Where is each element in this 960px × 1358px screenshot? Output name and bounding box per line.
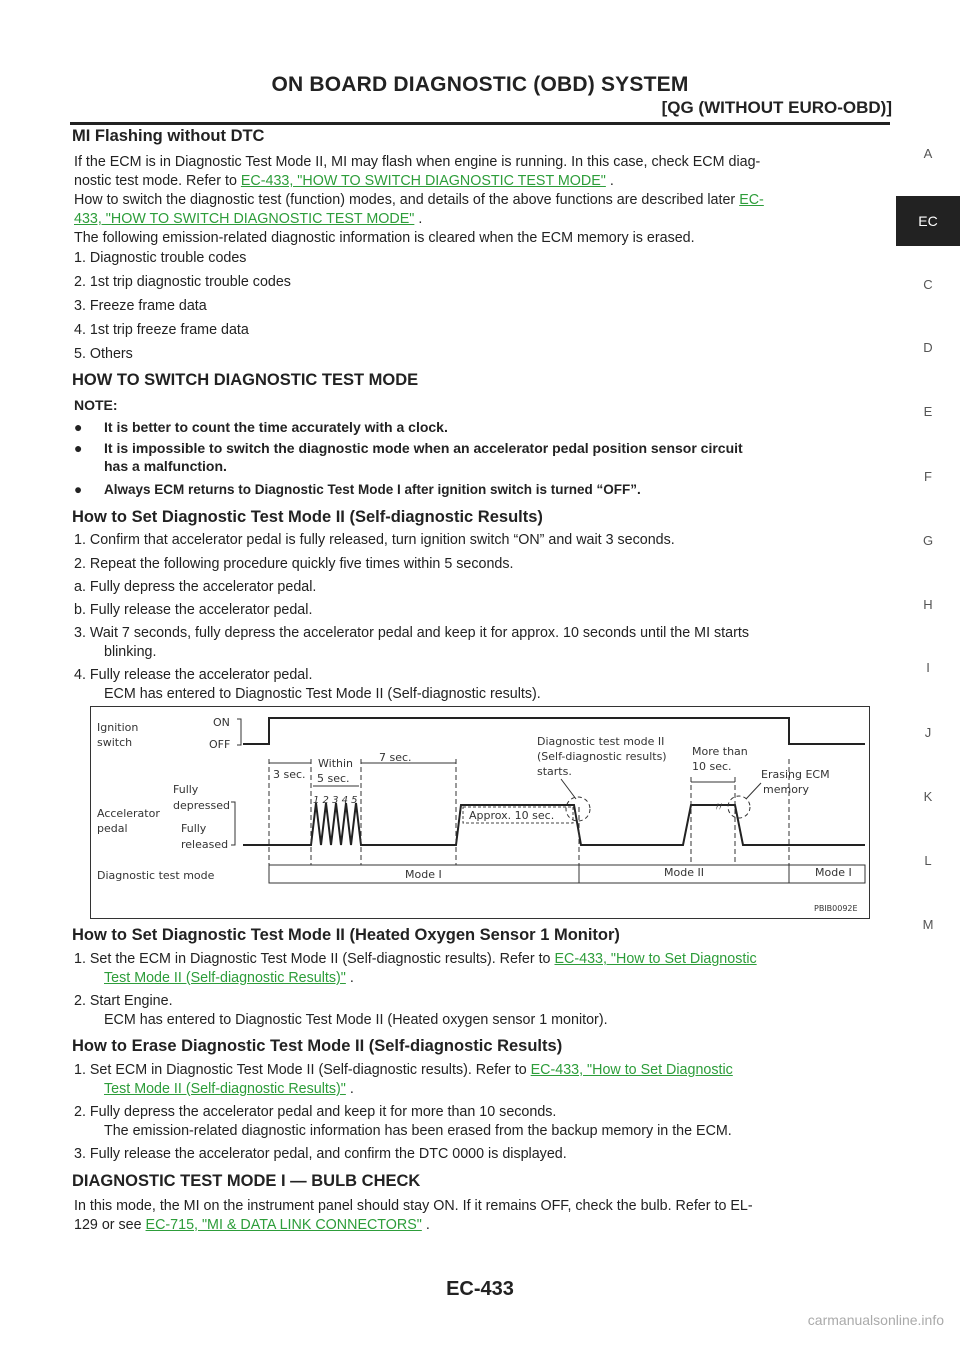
leader-line bbox=[561, 779, 576, 799]
label-ignition: switch bbox=[97, 736, 133, 749]
link-mi-connectors[interactable]: EC-715, "MI & DATA LINK CONNECTORS" bbox=[145, 1217, 422, 1233]
note-bullet: has a malfunction. bbox=[104, 458, 227, 474]
list-item: b. Fully release the accelerator pedal. bbox=[74, 602, 313, 618]
list-item: 2. 1st trip diagnostic trouble codes bbox=[74, 274, 291, 290]
label-fully-released: Fully bbox=[181, 822, 207, 835]
page-subtitle: [QG (WITHOUT EURO-OBD)] bbox=[661, 98, 892, 117]
link-switch-test-mode[interactable]: EC-433, "HOW TO SWITCH DIAGNOSTIC TEST MODE" bbox=[240, 173, 606, 189]
page-number: EC-433 bbox=[446, 1278, 514, 1300]
bullet-glyph: ● bbox=[74, 440, 83, 456]
label-within: Within bbox=[318, 757, 354, 770]
paragraph-line bbox=[74, 172, 614, 191]
paragraph-line: In this mode, the MI on the instrument panel should stay ON. If it remains OFF, check the bulb. Refer to EL- bbox=[74, 1198, 753, 1214]
label-fully-depressed: Fully bbox=[173, 783, 199, 796]
side-index-h[interactable]: H bbox=[923, 597, 933, 612]
list-item: 4. Fully release the accelerator pedal. bbox=[74, 667, 313, 683]
list-item: 1. Diagnostic trouble codes bbox=[74, 250, 247, 266]
paragraph-text: nostic test mode. Refer to bbox=[74, 173, 237, 189]
list-item: 4. 1st trip freeze frame data bbox=[74, 322, 249, 338]
label-within: 5 sec. bbox=[317, 772, 350, 785]
paragraph-text: . bbox=[349, 970, 354, 986]
list-item-continued bbox=[104, 969, 354, 988]
label-mode-i: Mode I bbox=[405, 868, 442, 881]
paragraph-text: 129 or see bbox=[74, 1217, 142, 1233]
side-index-f[interactable]: F bbox=[924, 469, 932, 484]
link-switch-test-mode[interactable]: 433, "HOW TO SWITCH DIAGNOSTIC TEST MODE" bbox=[74, 211, 415, 227]
paragraph-text: . bbox=[609, 173, 614, 189]
side-index-e[interactable]: E bbox=[923, 404, 933, 419]
label-accelerator: pedal bbox=[97, 822, 128, 835]
paragraph-line bbox=[74, 1216, 430, 1235]
paragraph-line: The following emission-related diagnostic information is cleared when the ECM memory is erased. bbox=[74, 230, 695, 246]
side-index-k[interactable]: K bbox=[923, 789, 933, 804]
label-7-sec: 7 sec. bbox=[379, 751, 412, 764]
list-item bbox=[74, 950, 757, 969]
section-title-switch-mode: HOW TO SWITCH DIAGNOSTIC TEST MODE bbox=[72, 371, 419, 389]
link-switch-test-mode[interactable]: EC- bbox=[739, 192, 764, 208]
label-counts: 1 2 3 4 5 bbox=[313, 795, 358, 806]
paragraph-text: . bbox=[349, 1081, 354, 1097]
section-title-set-mode-ii: How to Set Diagnostic Test Mode II (Self-diagnostic Results) bbox=[72, 508, 543, 526]
label-3-sec: 3 sec. bbox=[273, 768, 306, 781]
side-index-c[interactable]: C bbox=[923, 277, 933, 292]
label-dtm-starts: Diagnostic test mode II bbox=[537, 735, 665, 748]
label-erasing: Erasing ECM bbox=[761, 768, 830, 781]
erase-circle bbox=[728, 796, 750, 818]
label-mode-ii: Mode II bbox=[664, 866, 704, 879]
list-item bbox=[74, 1061, 733, 1080]
leader-line bbox=[746, 783, 761, 799]
section-title-set-ho2s1: How to Set Diagnostic Test Mode II (Heated Oxygen Sensor 1 Monitor) bbox=[72, 926, 620, 944]
list-item: 2. Fully depress the accelerator pedal and keep it for more than 10 seconds. bbox=[74, 1104, 557, 1120]
label-dtm-starts: starts. bbox=[537, 765, 572, 778]
paragraph-line bbox=[74, 191, 764, 210]
list-item: 3. Freeze frame data bbox=[74, 298, 207, 314]
timing-diagram bbox=[90, 706, 870, 919]
label-more-than: More than bbox=[692, 745, 748, 758]
list-item: 2. Start Engine. bbox=[74, 993, 173, 1009]
note-label: NOTE: bbox=[74, 397, 118, 413]
paragraph-text: How to switch the diagnostic test (function) modes, and details of the above functions are described later bbox=[74, 192, 736, 208]
link-set-mode-ii[interactable]: Test Mode II (Self-diagnostic Results)" bbox=[104, 970, 346, 986]
label-off: OFF bbox=[209, 738, 231, 751]
bullet-glyph: ● bbox=[74, 482, 83, 497]
side-index-l[interactable]: L bbox=[924, 853, 932, 868]
list-item: 3. Wait 7 seconds, fully depress the accelerator pedal and keep it for approx. 10 seconds until the MI starts bbox=[74, 625, 749, 641]
label-mode-i-end: Mode I bbox=[815, 866, 852, 879]
paragraph-line bbox=[74, 210, 422, 229]
link-set-mode-ii[interactable]: EC-433, "How to Set Diagnostic bbox=[530, 1062, 733, 1078]
label-ignition: Ignition bbox=[97, 721, 139, 734]
break-mark: 〃 bbox=[713, 800, 726, 814]
side-index-d[interactable]: D bbox=[923, 340, 933, 355]
label-dtm-starts: (Self-diagnostic results) bbox=[537, 750, 667, 763]
list-item: 3. Fully release the accelerator pedal, and confirm the DTC 0000 is displayed. bbox=[74, 1146, 567, 1162]
bracket-ignition bbox=[237, 719, 241, 745]
paragraph-text: 1. Set the ECM in Diagnostic Test Mode II (Self-diagnostic results). Refer to bbox=[74, 951, 551, 967]
side-index-i[interactable]: I bbox=[926, 660, 930, 675]
label-on: ON bbox=[213, 716, 230, 729]
page-title: ON BOARD DIAGNOSTIC (OBD) SYSTEM bbox=[271, 73, 689, 96]
watermark: carmanualsonline.info bbox=[807, 1312, 944, 1328]
paragraph-text: . bbox=[425, 1217, 430, 1233]
list-item: 2. Repeat the following procedure quickly five times within 5 seconds. bbox=[74, 556, 514, 572]
list-item: a. Fully depress the accelerator pedal. bbox=[74, 579, 317, 595]
note-bullet: Always ECM returns to Diagnostic Test Mode I after ignition switch is turned “OFF”. bbox=[104, 482, 641, 497]
figure-code: PBIB0092E bbox=[814, 904, 858, 913]
list-item: 1. Confirm that accelerator pedal is fully released, turn ignition switch “ON” and wait 3 seconds. bbox=[74, 532, 675, 548]
label-fully-released: released bbox=[181, 838, 229, 851]
list-item: 5. Others bbox=[74, 346, 133, 362]
bullet-glyph: ● bbox=[74, 419, 83, 435]
note-bullet: It is better to count the time accurately with a clock. bbox=[104, 419, 448, 435]
list-item-continued: ECM has entered to Diagnostic Test Mode II (Self-diagnostic results). bbox=[104, 686, 541, 702]
note-bullet: It is impossible to switch the diagnostic mode when an accelerator pedal position sensor circuit bbox=[104, 440, 743, 456]
side-index-g[interactable]: G bbox=[922, 533, 934, 548]
list-item-continued bbox=[104, 1080, 354, 1099]
timing-diagram-svg bbox=[91, 707, 868, 917]
side-index-j[interactable]: J bbox=[924, 725, 932, 740]
side-index-m[interactable]: M bbox=[922, 917, 934, 932]
mode-bar bbox=[269, 865, 865, 883]
link-set-mode-ii[interactable]: EC-433, "How to Set Diagnostic bbox=[554, 951, 757, 967]
list-item-continued: blinking. bbox=[104, 644, 157, 660]
paragraph-text: . bbox=[418, 211, 423, 227]
label-erasing: memory bbox=[763, 783, 809, 796]
side-index-a[interactable]: A bbox=[923, 146, 933, 161]
label-accelerator: Accelerator bbox=[97, 807, 160, 820]
list-item-continued: The emission-related diagnostic information has been erased from the backup memory in the ECM. bbox=[104, 1123, 732, 1139]
side-index-ec[interactable]: EC bbox=[896, 196, 960, 246]
label-more-than: 10 sec. bbox=[692, 760, 732, 773]
label-fully-depressed: depressed bbox=[173, 799, 230, 812]
label-diag-mode: Diagnostic test mode bbox=[97, 869, 215, 882]
section-title-bulb-check: DIAGNOSTIC TEST MODE I — BULB CHECK bbox=[72, 1172, 421, 1190]
link-set-mode-ii[interactable]: Test Mode II (Self-diagnostic Results)" bbox=[104, 1081, 346, 1097]
paragraph-text: 1. Set ECM in Diagnostic Test Mode II (Self-diagnostic results). Refer to bbox=[74, 1062, 527, 1078]
section-title-erase-mode-ii: How to Erase Diagnostic Test Mode II (Self-diagnostic Results) bbox=[72, 1037, 563, 1055]
header-rule bbox=[70, 122, 890, 125]
label-approx: Approx. 10 sec. bbox=[469, 809, 555, 822]
section-title-mi-flashing: MI Flashing without DTC bbox=[72, 127, 265, 145]
list-item-continued: ECM has entered to Diagnostic Test Mode II (Heated oxygen sensor 1 monitor). bbox=[104, 1012, 608, 1028]
bracket-pedal bbox=[231, 802, 235, 845]
paragraph-line: If the ECM is in Diagnostic Test Mode II, MI may flash when engine is running. In this case, check ECM diag- bbox=[74, 154, 761, 170]
